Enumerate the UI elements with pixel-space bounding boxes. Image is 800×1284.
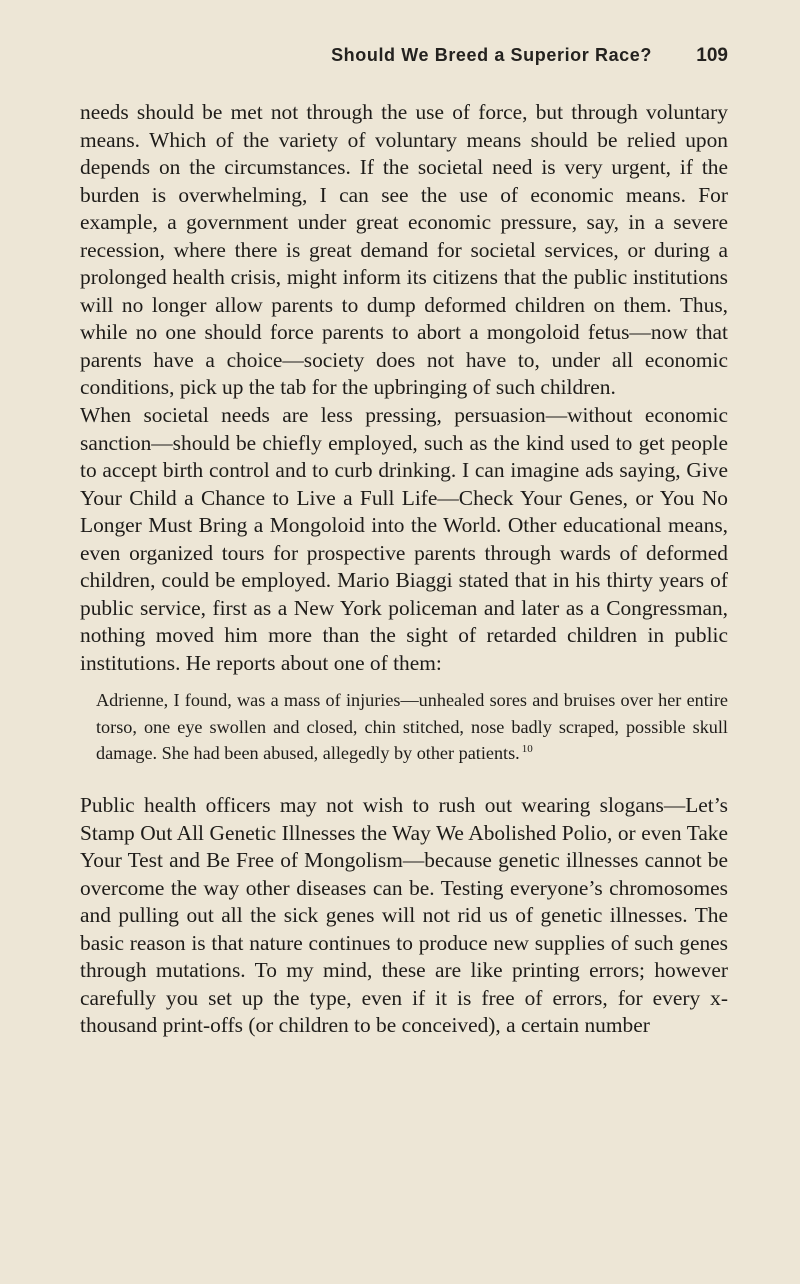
paragraph-public-health: Public health officers may not wish to rush out wearing slogans—Let’s Stamp Out All Genetic Illnesses the Way We Abolished Polio, or even Take Your Test and Be Free of Mongolism—because genetic illnesses cannot be overcome the way other diseases can be. Testing everyone’s chromosomes and pulling out all the sick genes will not rid us of genetic illnesses. The basic reason is that nature continues to produce new supplies of such genes through mutations. To my mind, these are like printing errors; however carefully you set up the type, even if it is free of errors, for every x-thousand print-offs (or children to be conceived), a certain number [80,793,728,1038]
paragraph-societal-needs: When societal needs are less pressing, persuasion—without economic sanction—should be chiefly employed, such as the kind used to get people to accept birth control and to curb drinking. I can imagine ads saying, Give Your Child a Chance to Live a Full Life—Check Your Genes, or You No Longer Must Bring a Mongoloid into the World. Other educational means, even organized tours for prospective parents through wards of deformed children, could be employed. Mario Biaggi stated that in his thirty years of public service, first as a New York policeman and later as a Congressman, nothing moved him more than the sight of retarded children in public institutions. He reports about one of them: [80,403,728,675]
running-head [0,43,800,77]
running-title: Should We Breed a Superior Race? [331,45,652,65]
footnote-reference: 10 [521,742,533,755]
block-quote-text: Adrienne, I found, was a mass of injuries—unhealed sores and bruises over her entire torso, one eye swollen and closed, chin stitched, nose badly scraped, possible skull damage. She had been abused, allegedly by other patients. [96,690,728,763]
page-number: 109 [696,45,728,66]
block-quote [96,687,728,766]
body-text [80,99,728,1040]
paragraph-continued: needs should be met not through the use of force, but through voluntary means. Which of the variety of voluntary means should be relied upon depends on the circumstances. If the societal need is very urgent, if the burden is overwhelming, I can see the use of economic means. For example, a government under great economic pressure, say, in a severe recession, where there is great demand for societal services, or during a prolonged health crisis, might inform its citizens that the public institutions will no longer allow parents to dump deformed children on them. Thus, while no one should force parents to abort a mongoloid fetus—now that parents have a choice—society does not have to, under all economic conditions, pick up the tab for the upbringing of such children. [80,100,728,400]
